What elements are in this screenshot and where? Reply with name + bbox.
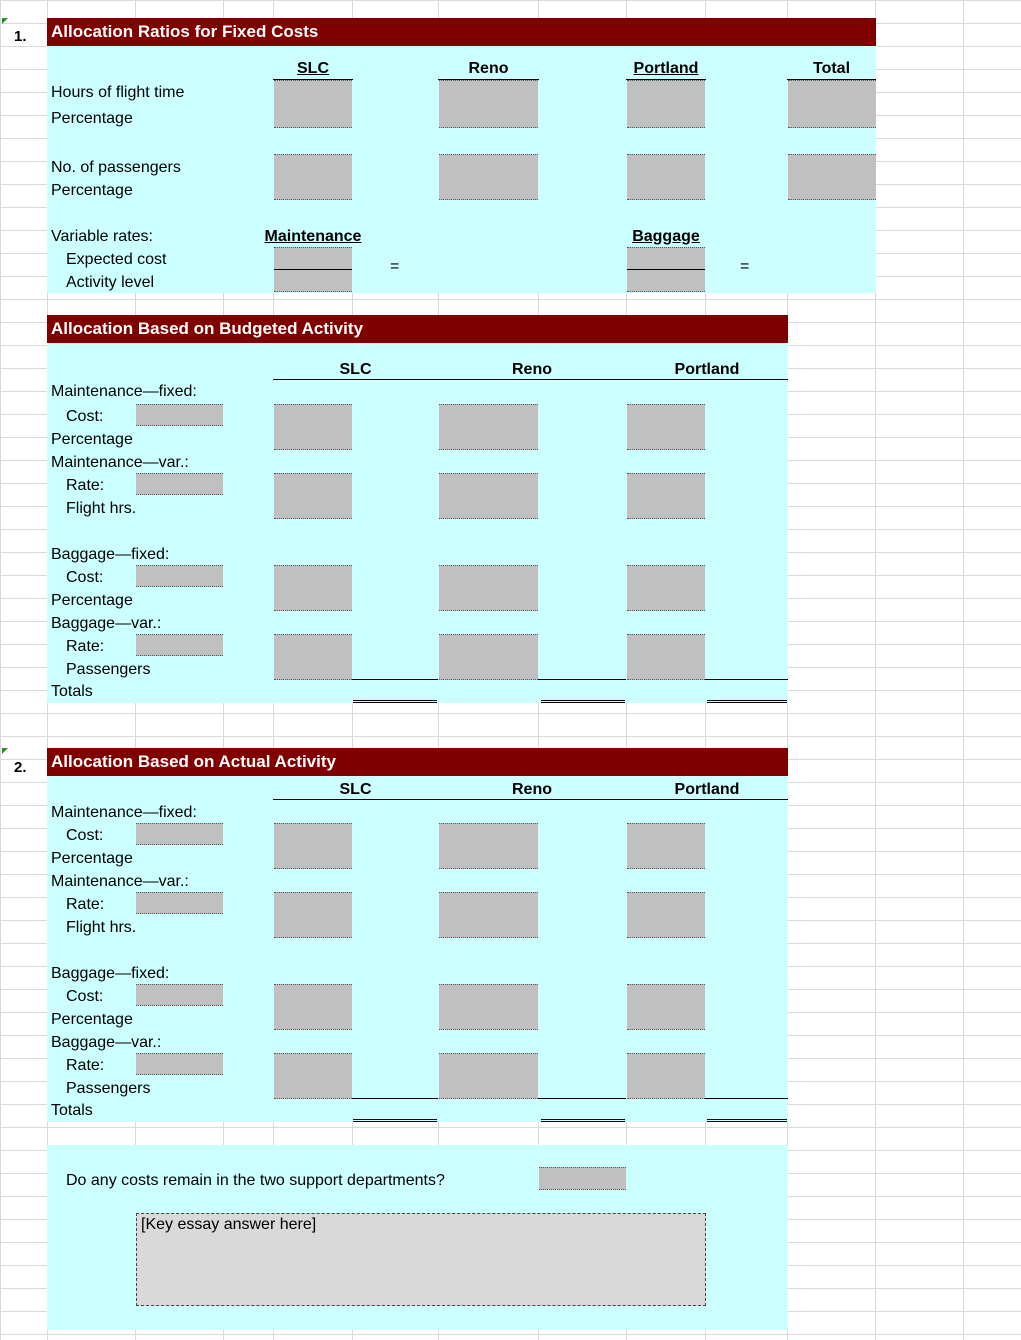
input-slc-maint-var[interactable] xyxy=(274,473,352,519)
input-reno-bag-var[interactable] xyxy=(439,1053,538,1099)
input-reno-flight[interactable] xyxy=(439,80,538,128)
row-label-totals: Totals xyxy=(51,1102,93,1119)
input-portland-maint-fixed[interactable] xyxy=(627,823,705,869)
subtotal-rule xyxy=(352,1098,438,1099)
row-label: Baggage—var.: xyxy=(51,615,162,632)
col-header-portland: Portland xyxy=(674,361,740,378)
input-slc-maint-var[interactable] xyxy=(274,892,352,938)
input-slc-maint-fixed[interactable] xyxy=(274,823,352,869)
input-bag-var-rate[interactable] xyxy=(136,634,223,656)
input-portland-flight[interactable] xyxy=(627,80,705,128)
section-number: 2. xyxy=(14,759,27,776)
maintenance-header: Maintenance xyxy=(264,228,362,245)
col-header-portland: Portland xyxy=(633,60,699,77)
row-label: Percentage xyxy=(51,592,133,609)
input-maint-fixed-cost[interactable] xyxy=(136,823,223,845)
input-slc-flight[interactable] xyxy=(274,80,352,128)
row-label: Passengers xyxy=(66,1080,151,1097)
row-label: Percentage xyxy=(51,1011,133,1028)
row-label: Rate: xyxy=(66,477,105,494)
row-label: Cost: xyxy=(66,569,104,586)
header-underline xyxy=(273,379,788,380)
input-maint-fixed-cost[interactable] xyxy=(136,404,223,426)
baggage-header: Baggage xyxy=(632,228,700,245)
col-header-reno: Reno xyxy=(512,781,552,798)
input-reno-bag-fixed[interactable] xyxy=(439,565,538,611)
input-portland-maint-var[interactable] xyxy=(627,473,705,519)
cell-comment-marker xyxy=(2,18,8,24)
row-label-flight-hours: Hours of flight time xyxy=(51,84,185,101)
input-total-passengers[interactable] xyxy=(788,154,876,200)
input-slc-passengers[interactable] xyxy=(274,154,352,200)
input-bag-fixed-cost[interactable] xyxy=(136,565,223,587)
input-bag-var-rate[interactable] xyxy=(136,1053,223,1075)
fraction-bar xyxy=(627,269,705,270)
row-label: Passengers xyxy=(66,661,151,678)
row-label-percentage: Percentage xyxy=(51,110,133,127)
budgeted-title: Allocation Based on Budgeted Activity xyxy=(47,315,788,343)
input-portland-maint-fixed[interactable] xyxy=(627,404,705,450)
equals-sign: = xyxy=(740,258,750,275)
row-label: Rate: xyxy=(66,1057,105,1074)
fraction-bar xyxy=(274,269,352,270)
equals-sign: = xyxy=(390,258,400,275)
subtotal-rule xyxy=(705,1098,788,1099)
actual-title: Allocation Based on Actual Activity xyxy=(47,748,788,776)
row-label: Baggage—var.: xyxy=(51,1034,162,1051)
row-label: Baggage—fixed: xyxy=(51,546,170,563)
subtotal-rule xyxy=(352,679,438,680)
input-slc-bag-fixed[interactable] xyxy=(274,565,352,611)
total-double-rule xyxy=(541,1119,625,1122)
row-label: Percentage xyxy=(51,850,133,867)
input-reno-maint-fixed[interactable] xyxy=(439,404,538,450)
subtotal-rule xyxy=(538,1098,626,1099)
total-double-rule xyxy=(353,700,437,703)
essay-answer-box[interactable]: [Key essay answer here] xyxy=(136,1213,706,1306)
row-label: Rate: xyxy=(66,638,105,655)
row-label: Flight hrs. xyxy=(66,919,137,936)
col-header-total: Total xyxy=(812,60,851,77)
total-double-rule xyxy=(707,1119,787,1122)
row-label-percentage: Percentage xyxy=(51,182,133,199)
question-text: Do any costs remain in the two support departments? xyxy=(66,1172,445,1189)
input-reno-maint-fixed[interactable] xyxy=(439,823,538,869)
row-label: Rate: xyxy=(66,896,105,913)
row-label: Percentage xyxy=(51,431,133,448)
input-reno-bag-fixed[interactable] xyxy=(439,984,538,1030)
input-slc-bag-var[interactable] xyxy=(274,634,352,680)
col-header-reno: Reno xyxy=(512,361,552,378)
total-double-rule xyxy=(541,700,625,703)
input-maint-var-rate[interactable] xyxy=(136,892,223,914)
row-label-passengers: No. of passengers xyxy=(51,159,181,176)
input-portland-bag-var[interactable] xyxy=(627,1053,705,1099)
input-slc-bag-var[interactable] xyxy=(274,1053,352,1099)
col-header-reno: Reno xyxy=(468,60,509,77)
input-bag-fixed-cost[interactable] xyxy=(136,984,223,1006)
section-number: 1. xyxy=(14,28,27,45)
total-double-rule xyxy=(353,1119,437,1122)
col-header-slc: SLC xyxy=(339,361,372,378)
input-maint-var-rate[interactable] xyxy=(136,473,223,495)
input-portland-bag-fixed[interactable] xyxy=(627,565,705,611)
input-reno-passengers[interactable] xyxy=(439,154,538,200)
input-reno-maint-var[interactable] xyxy=(439,892,538,938)
subtotal-rule xyxy=(538,679,626,680)
answer-input[interactable] xyxy=(539,1167,626,1190)
header-underline xyxy=(273,799,788,800)
input-portland-bag-fixed[interactable] xyxy=(627,984,705,1030)
input-portland-bag-var[interactable] xyxy=(627,634,705,680)
row-label: Flight hrs. xyxy=(66,500,137,517)
input-reno-maint-var[interactable] xyxy=(439,473,538,519)
col-header-slc: SLC xyxy=(297,60,329,77)
section-title: Allocation Ratios for Fixed Costs xyxy=(47,18,876,46)
input-portland-maint-var[interactable] xyxy=(627,892,705,938)
row-label: Maintenance—var.: xyxy=(51,454,189,471)
row-label: Cost: xyxy=(66,827,104,844)
col-header-portland: Portland xyxy=(674,781,740,798)
expected-cost-label: Expected cost xyxy=(66,251,167,268)
row-label-totals: Totals xyxy=(51,683,93,700)
col-header-slc: SLC xyxy=(339,781,372,798)
activity-level-label: Activity level xyxy=(66,274,155,291)
row-label: Baggage—fixed: xyxy=(51,965,170,982)
row-label: Maintenance—fixed: xyxy=(51,804,197,821)
input-total-flight[interactable] xyxy=(788,80,876,128)
row-label: Cost: xyxy=(66,988,104,1005)
row-label: Maintenance—fixed: xyxy=(51,383,197,400)
subtotal-rule xyxy=(705,679,788,680)
variable-rates-label: Variable rates: xyxy=(51,228,153,245)
input-slc-bag-fixed[interactable] xyxy=(274,984,352,1030)
row-label: Maintenance—var.: xyxy=(51,873,189,890)
cell-comment-marker xyxy=(2,748,8,754)
input-portland-passengers[interactable] xyxy=(627,154,705,200)
total-double-rule xyxy=(707,700,787,703)
row-label: Cost: xyxy=(66,408,104,425)
input-slc-maint-fixed[interactable] xyxy=(274,404,352,450)
input-reno-bag-var[interactable] xyxy=(439,634,538,680)
